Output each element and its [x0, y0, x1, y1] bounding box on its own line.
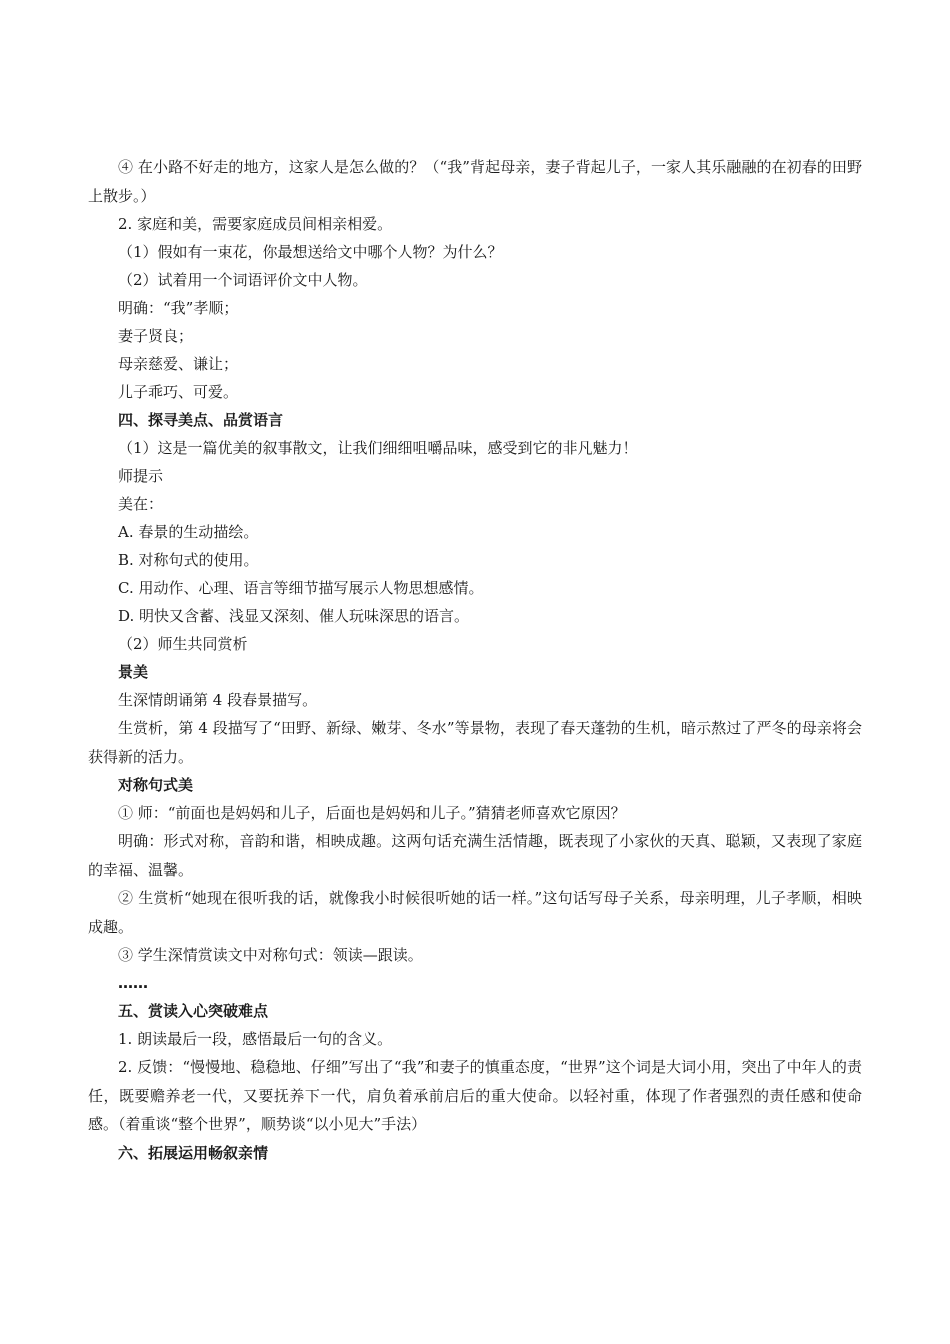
paragraph-line: 儿子乖巧、可爱。 — [118, 383, 239, 401]
paragraph-line: D. 明快又含蓄、浅显又深刻、催人玩味深思的语言。 — [118, 607, 470, 625]
paragraph-line: ③ 学生深情赏读文中对称句式：领读—跟读。 — [118, 946, 423, 964]
paragraph-line: 生赏析，第 4 段描写了“田野、新绿、嫩芽、冬水”等景物，表现了春天蓬勃的生机，暗示熬过了严冬的母亲将会获得新的活力。 — [88, 719, 862, 766]
document-page — [88, 153, 862, 1167]
paragraph-line: 美在： — [118, 495, 164, 513]
paragraph-line: 1. 朗读最后一段，感悟最后一句的含义。 — [118, 1030, 393, 1048]
paragraph-line: ② 生赏析“她现在很听我的话，就像我小时候很听她的话一样。”这句话写母子关系，母亲明理，儿子孝顺，相映成趣。 — [88, 889, 862, 936]
paragraph-line: 明确：形式对称，音韵和谐，相映成趣。这两句话充满生活情趣，既表现了小家伙的天真、聪颖，又表现了家庭的幸福、温馨。 — [88, 832, 862, 879]
paragraph-line: 2. 家庭和美，需要家庭成员间相亲相爱。 — [118, 215, 393, 233]
paragraph-line: （2）师生共同赏析 — [118, 635, 248, 653]
section-heading: 五、赏读入心突破难点 — [118, 1002, 269, 1020]
paragraph-line: 2. 反馈：“慢慢地、稳稳地、仔细”写出了“我”和妻子的慎重态度，“世界”这个词是大词小用，突出了中年人的责任，既要赡养老一代，又要抚养下一代，肩负着承前启后的重大使命。以轻衬重，体现了作者强烈的责任感和使命感。（着重谈“整个世界”，顺势谈“以小见大”手法） — [88, 1058, 862, 1133]
section-heading: 六、拓展运用畅叙亲情 — [118, 1143, 269, 1162]
paragraph-line: 明确：“我”孝顺； — [118, 299, 239, 317]
paragraph-line: （1）假如有一束花，你最想送给文中哪个人物？为什么？ — [118, 243, 503, 261]
section-heading: 景美 — [118, 663, 149, 681]
paragraph-line: 母亲慈爱、谦让； — [118, 355, 239, 373]
paragraph-line: 妻子贤良； — [118, 327, 194, 345]
paragraph-line: 师提示 — [118, 467, 164, 485]
paragraph-line: （2）试着用一个词语评价文中人物。 — [118, 271, 368, 289]
section-heading: …… — [118, 974, 148, 992]
paragraph-line: C. 用动作、心理、语言等细节描写展示人物思想感情。 — [118, 579, 484, 597]
section-heading: 四、探寻美点、品赏语言 — [118, 411, 284, 429]
paragraph-line: ④ 在小路不好走的地方，这家人是怎么做的？（“我”背起母亲，妻子背起儿子，一家人其乐融融的在初春的田野上散步。） — [88, 158, 862, 205]
paragraph-line: ① 师：“前面也是妈妈和儿子，后面也是妈妈和儿子。”猜猜老师喜欢它原因？ — [118, 804, 626, 822]
paragraph-line: （1）这是一篇优美的叙事散文，让我们细细咀嚼品味，感受到它的非凡魅力！ — [118, 439, 638, 457]
paragraph-line: B. 对称句式的使用。 — [118, 551, 259, 569]
section-heading: 对称句式美 — [118, 776, 194, 794]
paragraph-line: A. 春景的生动描绘。 — [118, 523, 259, 541]
paragraph-line: 生深情朗诵第 4 段春景描写。 — [118, 691, 318, 709]
